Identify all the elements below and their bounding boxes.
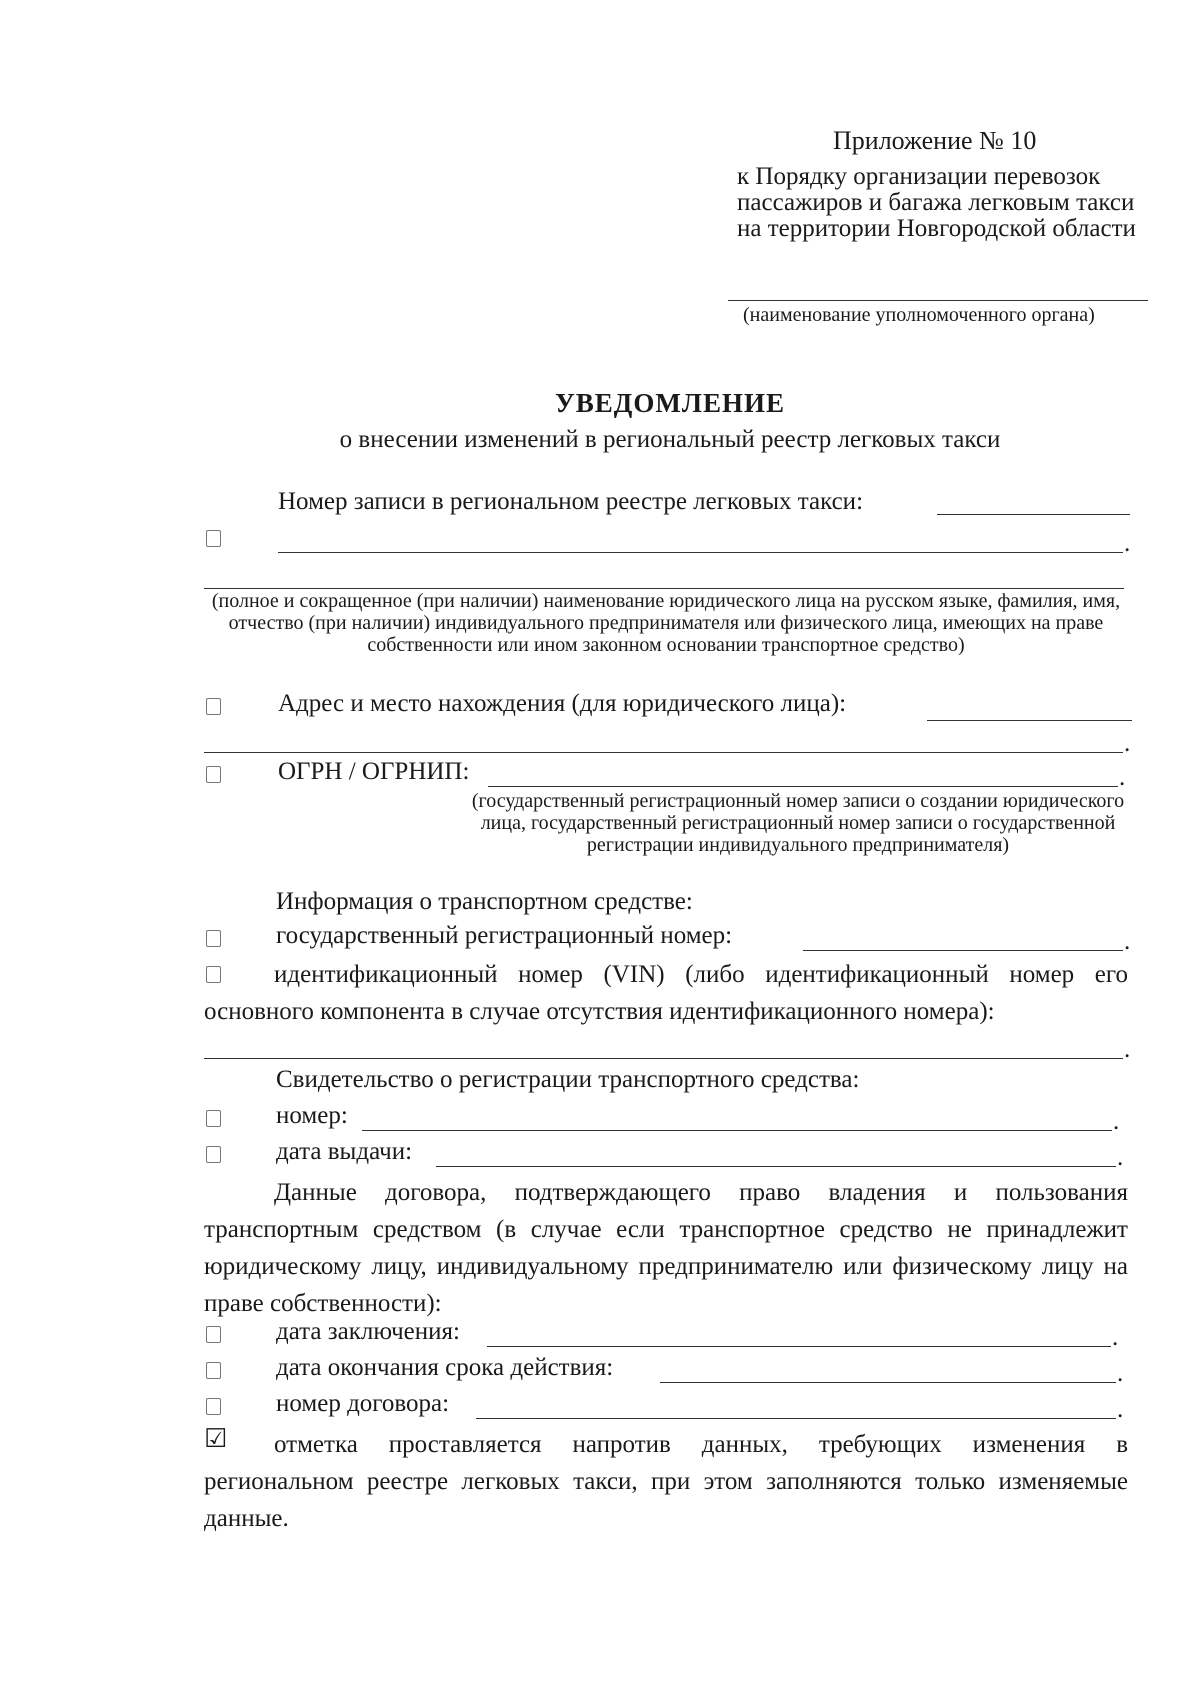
vin-line[interactable]: [204, 1058, 1123, 1059]
owner-dot: .: [1124, 530, 1131, 557]
contract-number-label: номер договора:: [276, 1390, 450, 1417]
contract-number-dot: .: [1117, 1396, 1124, 1423]
address-label: Адрес и место нахождения (для юридического лица):: [278, 690, 847, 717]
reg-number-line[interactable]: [803, 950, 1123, 951]
contract-text: Данные договора, подтверждающего право владения и пользования транспортным средством (в случае если транспортное средство не принадлежит юридическому лицу, индивидуальному предпринимателю или физическому лицу на праве собственности):: [204, 1179, 1128, 1317]
address-line-1[interactable]: [927, 720, 1132, 721]
note-text: отметка проставляется напротив данных, требующих изменения в региональном реестре легковых такси, при этом заполняются только изменяемые данные.: [204, 1431, 1128, 1532]
address-checkbox[interactable]: [206, 698, 221, 715]
record-number-label: Номер записи в региональном реестре легковых такси:: [278, 488, 864, 515]
ogrn-dot: .: [1119, 764, 1126, 791]
ogrn-caption: (государственный регистрационный номер записи о создании юридического лица, государственный регистрационный номер записи о государственной регистрации индивидуального предпринимателя): [471, 790, 1125, 856]
owner-line-1[interactable]: [278, 552, 1123, 553]
owner-checkbox[interactable]: [206, 530, 221, 547]
certificate-label: Свидетельство о регистрации транспортного средства:: [276, 1066, 860, 1093]
owner-caption: (полное и сокращенное (при наличии) наименование юридического лица на русском языке, фамилия, имя, отчество (при наличии) индивидуального предпринимателя или физического лица, имеющих на праве собственности или ином законном основании транспортное средство): [211, 590, 1121, 656]
checked-checkbox-icon: ☑: [204, 1424, 228, 1454]
cert-number-label: номер:: [276, 1102, 348, 1129]
page-title: УВЕДОМЛЕНИЕ: [554, 388, 786, 418]
contract-date-checkbox[interactable]: [206, 1326, 221, 1343]
owner-line-2[interactable]: [204, 588, 1124, 589]
vin-dot: .: [1124, 1036, 1131, 1063]
cert-number-dot: .: [1113, 1108, 1120, 1135]
contract-date-line[interactable]: [487, 1346, 1111, 1347]
address-dot: .: [1124, 730, 1131, 757]
contract-end-line[interactable]: [660, 1382, 1116, 1383]
ogrn-checkbox[interactable]: [206, 766, 221, 783]
contract-end-checkbox[interactable]: [206, 1362, 221, 1379]
reg-number-label: государственный регистрационный номер:: [276, 922, 733, 949]
contract-number-line[interactable]: [476, 1418, 1116, 1419]
address-line-2[interactable]: [204, 752, 1123, 753]
reg-number-checkbox[interactable]: [206, 930, 221, 947]
cert-date-checkbox[interactable]: [206, 1146, 221, 1163]
page-subtitle: о внесении изменений в региональный реестр легковых такси: [339, 426, 1001, 453]
appendix-number: Приложение № 10: [833, 126, 1037, 155]
appendix-description: к Порядку организации перевозок пассажиров и багажа легковым такси на территории Новгородской области: [737, 163, 1136, 242]
authority-caption: (наименование уполномоченного органа): [743, 304, 1095, 326]
vin-text: идентификационный номер (VIN) (либо идентификационный номер его основного компонента в случае отсутствия идентификационного номера):: [204, 961, 1128, 1025]
ogrn-line[interactable]: [488, 786, 1118, 787]
record-number-line[interactable]: [937, 514, 1130, 515]
authority-line[interactable]: [728, 300, 1148, 301]
reg-number-dot: .: [1124, 928, 1131, 955]
cert-number-checkbox[interactable]: [206, 1110, 221, 1127]
contract-date-dot: .: [1112, 1324, 1119, 1351]
vehicle-info-label: Информация о транспортном средстве:: [276, 888, 693, 915]
contract-end-dot: .: [1117, 1360, 1124, 1387]
cert-date-line[interactable]: [436, 1166, 1116, 1167]
contract-end-label: дата окончания срока действия:: [276, 1354, 614, 1381]
contract-number-checkbox[interactable]: [206, 1398, 221, 1415]
cert-date-dot: .: [1117, 1144, 1124, 1171]
cert-number-line[interactable]: [362, 1130, 1112, 1131]
ogrn-label: ОГРН / ОГРНИП:: [278, 758, 470, 785]
contract-date-label: дата заключения:: [276, 1318, 460, 1345]
cert-date-label: дата выдачи:: [276, 1138, 413, 1165]
